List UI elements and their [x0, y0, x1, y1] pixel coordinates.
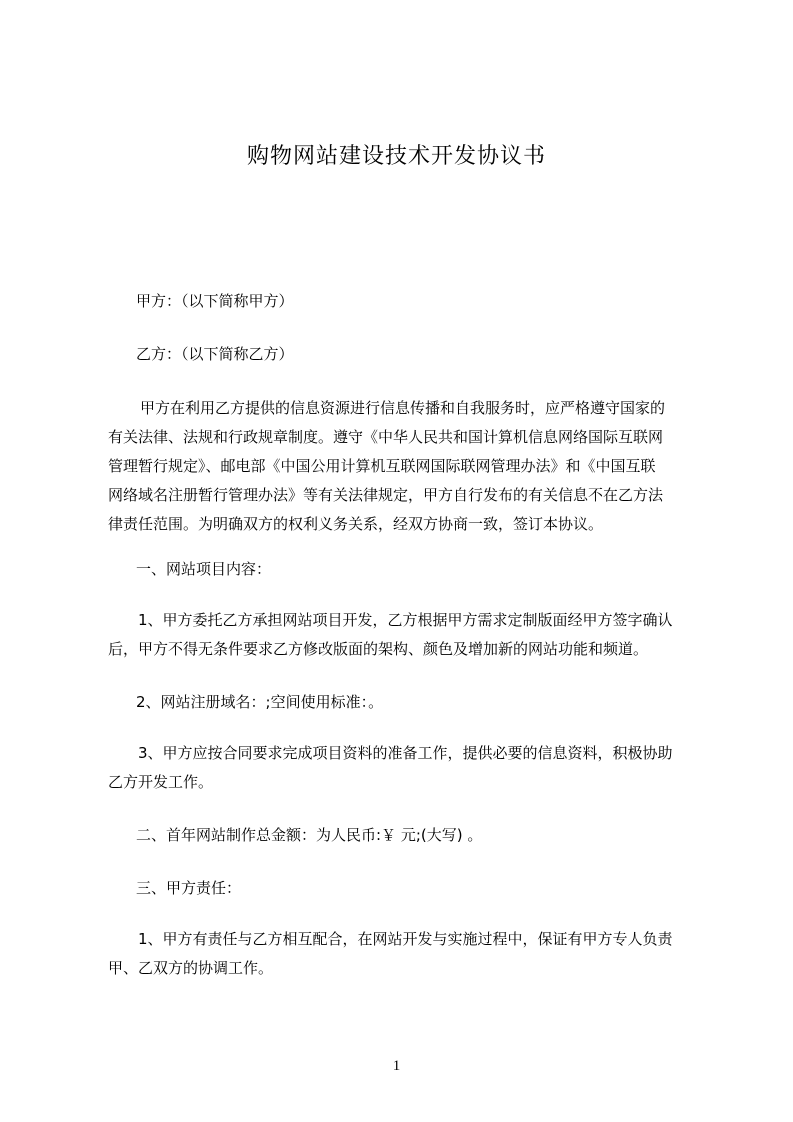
intro-line: 甲方在利用乙方提供的信息资源进行信息传播和自我服务时，应严格遵守国家的 [140, 399, 666, 417]
intro-paragraph [108, 394, 708, 539]
clause-line: 后，甲方不得无条件要求乙方修改版面的架构、颜色及增加新的网站功能和频道。 [108, 640, 649, 658]
party-b-line: 乙方：（以下简称乙方） [136, 345, 294, 363]
section-2-heading: 二、首年网站制作总金额：为人民币:￥ 元;(大写) 。 [136, 826, 483, 844]
clause-line: 1、甲方有责任与乙方相互配合，在网站开发与实施过程中，保证有甲方专人负责 [138, 930, 673, 948]
clause-line: 甲、乙双方的协调工作。 [108, 959, 274, 977]
clause-line: 3、甲方应按合同要求完成项目资料的准备工作，提供必要的信息资料，积极协助 [138, 744, 673, 762]
intro-line: 有关法律、法规和行政规章制度。遵守《中华人民共和国计算机信息网络国际互联网 [108, 428, 664, 446]
clause-line: 乙方开发工作。 [108, 773, 214, 791]
clause-1-3 [108, 739, 708, 797]
document-title: 购物网站建设技术开发协议书 [246, 144, 546, 169]
intro-line: 律责任范围。为明确双方的权利义务关系，经双方协商一致，签订本协议。 [108, 515, 604, 533]
page-number: 1 [392, 1058, 401, 1074]
party-a-line: 甲方：（以下简称甲方） [136, 292, 294, 310]
clause-1-1 [108, 606, 708, 664]
clause-line: 1、甲方委托乙方承担网站项目开发，乙方根据甲方需求定制版面经甲方签字确认 [138, 611, 673, 629]
section-1-heading: 一、网站项目内容： [136, 560, 272, 578]
intro-line: 管理暂行规定》、邮电部《中国公用计算机互联网国际联网管理办法》和《中国互联 [108, 457, 656, 475]
clause-1-2: 2、网站注册域名：;空间使用标准：。 [136, 693, 384, 711]
intro-line: 网络域名注册暂行管理办法》等有关法律规定，甲方自行发布的有关信息不在乙方法 [108, 486, 664, 504]
clause-3-1 [108, 925, 708, 983]
section-3-heading: 三、甲方责任： [136, 879, 242, 897]
